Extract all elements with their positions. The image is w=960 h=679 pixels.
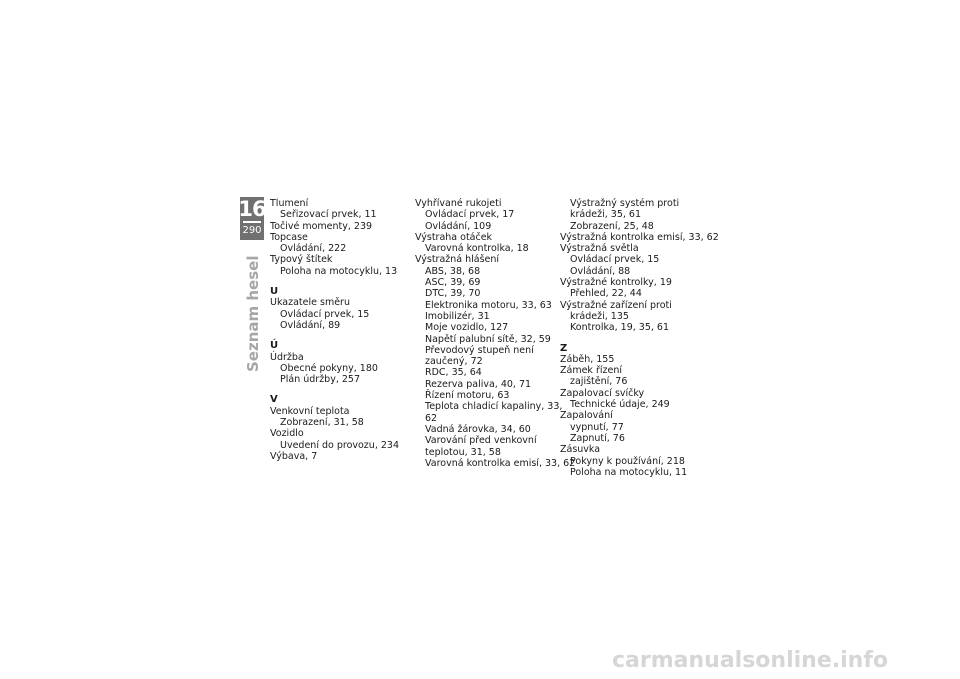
index-entry: Výstraha otáček [415,231,493,243]
index-subentry: Zobrazení, 25, 48 [570,220,654,232]
index-subentry: Řízení motoru, 63 [425,390,510,402]
index-subentry: Imobilizér, 31 [425,310,490,322]
index-subentry: Ovládací prvek, 17 [425,209,515,221]
index-subentry: Napětí palubní sítě, 32, 59 [425,333,551,345]
index-subentry: ASC, 39, 69 [425,277,481,289]
index-entry: Výbava, 7 [270,450,318,462]
index-subentry: Ovládání, 89 [280,319,341,331]
index-column-3 [560,198,719,478]
index-subentry: Přehled, 22, 44 [570,288,642,300]
index-subentry: Ovládání, 109 [425,220,492,232]
index-subentry: Ovládání, 88 [570,265,631,277]
index-subentry: Varovná kontrolka emisí, 33, 62 [425,457,576,469]
index-entry: Topcase [270,231,308,243]
index-subentry: Pokyny k používání, 218 [570,455,685,467]
index-letter-heading: Z [560,342,568,354]
index-entry: Záběh, 155 [560,353,615,365]
index-entry: Zapalování [560,410,613,422]
index-entry: Typový štítek [270,254,333,266]
index-subentry: Elektronika motoru, 33, 63 [425,299,552,311]
index-subentry: zajištění, 76 [570,376,628,388]
index-subentry: krádeži, 35, 61 [570,209,641,221]
index-subentry: vypnutí, 77 [570,421,624,433]
index-subentry: Ovládání, 222 [280,243,347,255]
index-entry: Výstražné zařízení proti [560,299,672,311]
index-subentry: Zapnutí, 76 [570,432,625,444]
index-entry: Zámek řízení [560,365,622,377]
index-column-2 [415,198,575,469]
index-subentry: Ovládací prvek, 15 [280,308,370,320]
index-entry: Venkovní teplota [270,405,350,417]
index-letter-heading: V [270,394,278,406]
index-subentry: Výstražný systém proti [570,198,680,209]
section-title: Seznam hesel [244,255,262,372]
index-subentry: teplotou, 31, 58 [425,446,501,458]
index-subentry: Moje vozidlo, 127 [425,322,509,334]
index-entry: Vyhřívané rukojeti [415,198,502,209]
index-subentry: Teplota chladicí kapaliny, 33, [425,401,563,413]
index-subentry: Převodový stupeň není [425,344,534,356]
index-subentry: Plán údržby, 257 [280,374,360,386]
index-subentry: zaučený, 72 [425,356,483,368]
index-entry: Ukazatele směru [270,297,350,309]
index-subentry: Ovládací prvek, 15 [570,254,660,266]
index-subentry: krádeži, 135 [570,310,629,322]
index-subentry: DTC, 39, 70 [425,288,481,300]
index-subentry: ABS, 38, 68 [425,265,481,277]
index-entry: Zapalovací svíčky [560,387,645,399]
index-subentry: Seřizovací prvek, 11 [280,209,377,221]
index-letter-heading: Ú [270,340,279,352]
chapter-tab [240,197,264,240]
index-subentry: RDC, 35, 64 [425,367,482,379]
index-subentry: Varování před venkovní [425,435,537,447]
index-entry: Výstražná hlášení [415,254,500,266]
watermark: carmanualsonline.info [612,648,888,673]
chapter-divider [243,221,261,223]
index-subentry: Poloha na motocyklu, 13 [280,265,398,277]
index-subentry: Zobrazení, 31, 58 [280,417,364,429]
page-number: 290 [242,225,262,236]
index-subentry: Kontrolka, 19, 35, 61 [570,322,670,334]
index-entry: Točivé momenty, 239 [270,220,373,232]
index-entry: Zásuvka [560,444,601,456]
index-entry: Výstražná kontrolka emisí, 33, 62 [560,231,719,243]
index-letter-heading: U [270,286,279,298]
index-subentry: Obecné pokyny, 180 [280,362,378,374]
index-entry: Vozidlo [270,428,304,440]
index-subentry: Vadná žárovka, 34, 60 [425,423,531,435]
index-subentry: Uvedení do provozu, 234 [280,439,399,451]
index-entry: Výstražné kontrolky, 19 [560,277,672,289]
index-column-1 [270,198,399,462]
index-subentry: 62 [425,412,438,424]
index-subentry: Varovná kontrolka, 18 [425,243,529,255]
index-entry: Tlumení [270,198,309,209]
chapter-number: 16 [238,197,266,221]
index-entry: Údržba [270,351,304,363]
index-subentry: Rezerva paliva, 40, 71 [425,378,532,390]
index-entry: Výstražná světla [560,243,639,255]
index-subentry: Technické údaje, 249 [570,399,670,411]
index-subentry: Poloha na motocyklu, 11 [570,466,688,478]
